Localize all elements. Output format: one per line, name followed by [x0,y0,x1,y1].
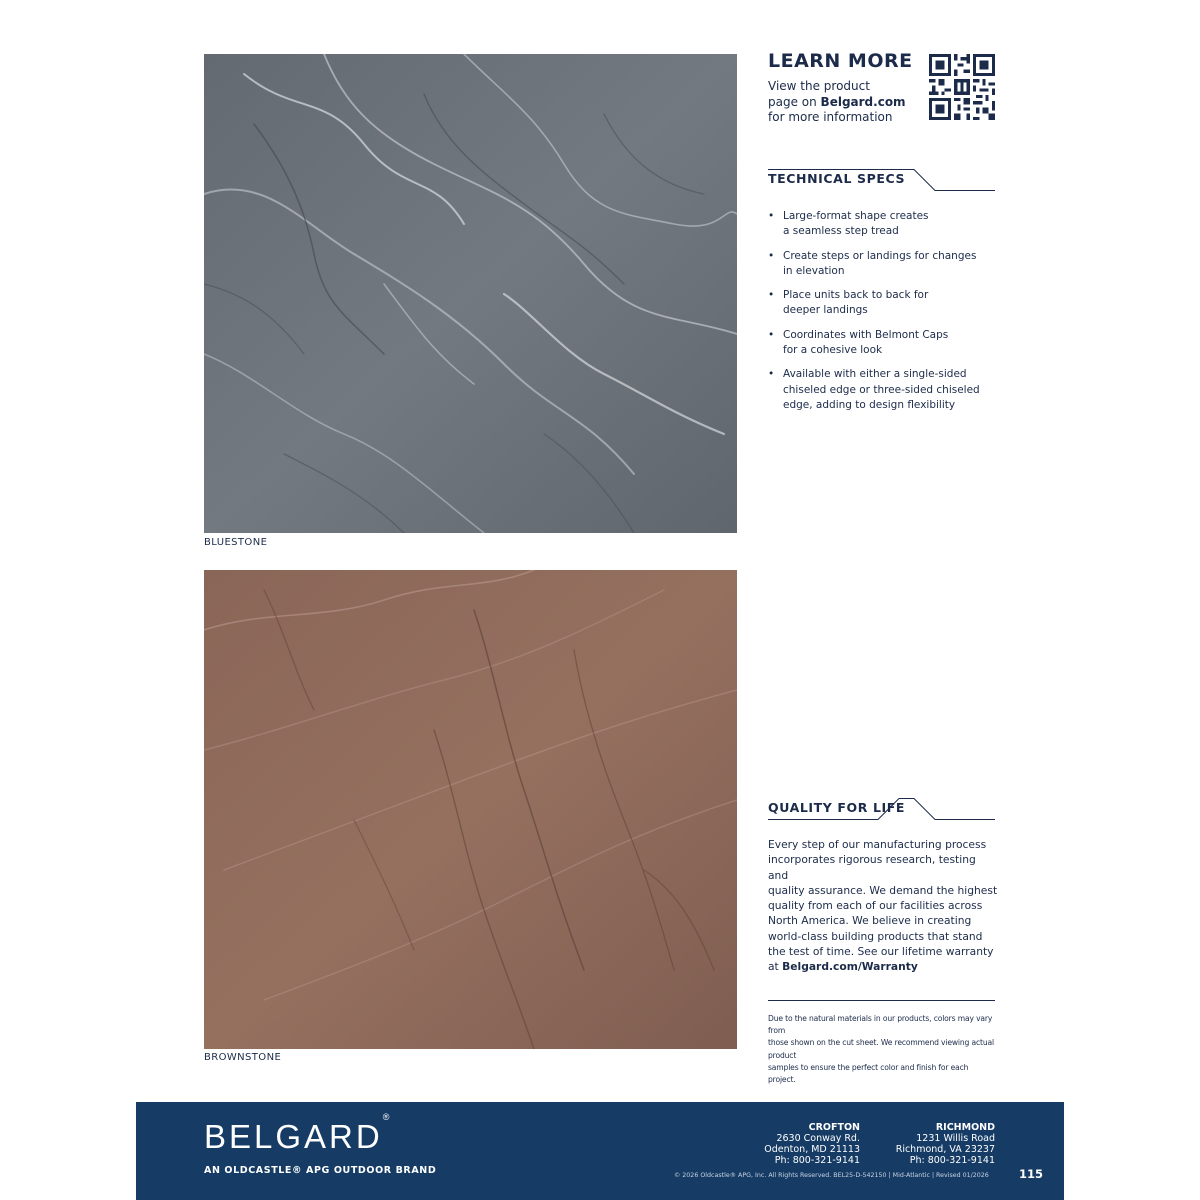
brand-tagline: AN OLDCASTLE® APG OUTDOOR BRAND [204,1165,437,1176]
spec-item: • Large-format shape creates a seamless step tread [768,209,998,240]
footer-bar [136,1102,1064,1200]
technical-specs-title: TECHNICAL SPECS [768,171,906,186]
bluestone-label: BLUESTONE [204,537,268,548]
specs-underline-icon [768,168,995,192]
warranty-line: at Belgard.com/Warranty [768,960,918,974]
bluestone-swatch-image [204,54,737,533]
learn-more-line2-prefix: page on [768,94,821,109]
warranty-link[interactable]: Belgard.com/Warranty [782,960,918,974]
quality-for-life-heading [768,797,995,821]
spec-item: • Coordinates with Belmont Caps for a cohesive look [768,328,998,359]
learn-more-text [768,79,928,126]
learn-more-title: LEARN MORE [768,50,913,72]
spec-item: • Available with either a single-sided chiseled edge or three-sided chiseled edge, adding to design flexibility [768,367,998,413]
learn-more-line2 [768,95,928,111]
disclaimer-divider [768,1000,995,1001]
belgard-link[interactable]: Belgard.com [820,94,906,109]
quality-underline-icon [768,797,995,821]
brownstone-swatch-image [204,570,737,1049]
learn-more-line1: View the product [768,79,870,93]
location-crofton: CROFTON 2630 Conway Rd. Odenton, MD 21113 Ph: 800-321-9141 [764,1122,860,1166]
brownstone-label: BROWNSTONE [204,1052,282,1063]
page-number: 115 [1019,1167,1044,1181]
spec-item: • Create steps or landings for changes in elevation [768,249,998,280]
technical-specs-heading [768,168,995,192]
quality-for-life-text: Every step of our manufacturing process incorporates rigorous research, testing and quality assurance. We demand the highest quality from each of our facilities across North America. We believe in creating world-class building products that stand the test of time. See our lifetime warranty at Belgard.com/Warranty [768,838,998,974]
belgard-logo: BELGARD® [204,1112,390,1155]
spec-item: • Place units back to back for deeper landings [768,288,998,319]
quality-for-life-title: QUALITY FOR LIFE [768,800,906,815]
copyright-notice: © 2026 Oldcastle® APG, Inc. All Rights Reserved. BEL25-D-542150 | Mid-Atlantic | Revised 01/2026 [674,1172,989,1179]
qr-code-icon[interactable] [929,54,995,120]
location-richmond: RICHMOND 1231 Willis Road Richmond, VA 23237 Ph: 800-321-9141 [895,1122,995,1166]
technical-specs-list [768,209,998,422]
learn-more-line3: for more information [768,110,893,124]
color-disclaimer: Due to the natural materials in our products, colors may vary from those shown on the cut sheet. We recommend viewing actual product samples to ensure the perfect color and finish for each project. [768,1014,994,1085]
